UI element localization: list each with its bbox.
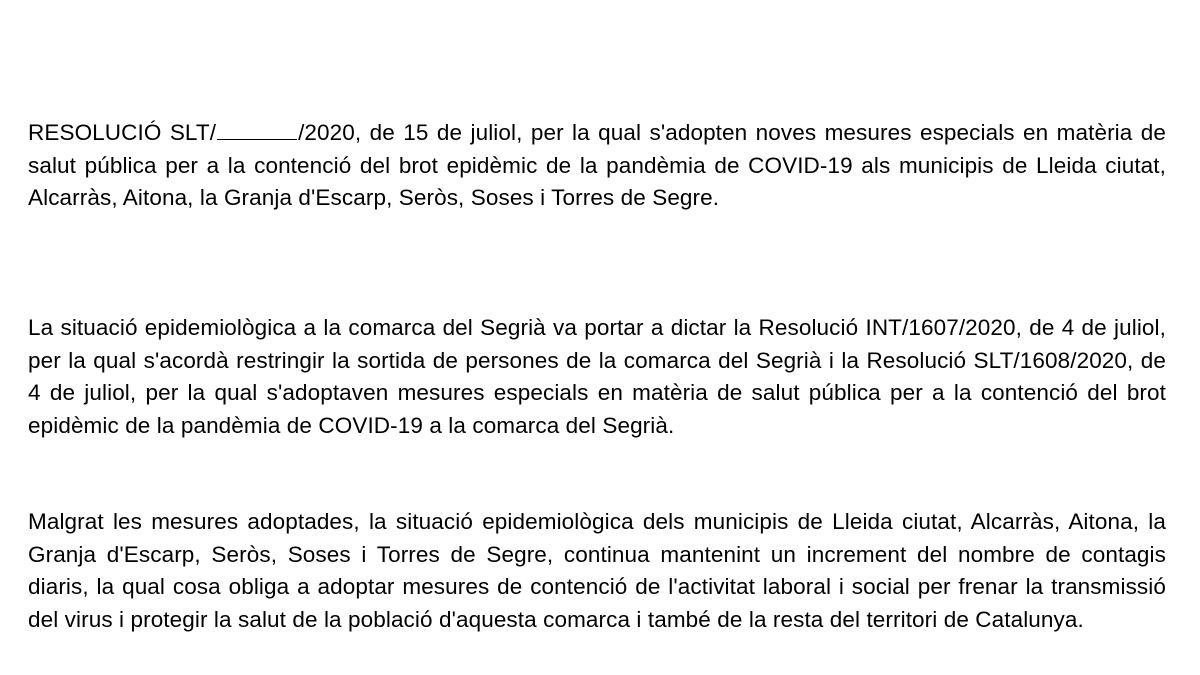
resolution-title-prefix: RESOLUCIÓ SLT/ [28,120,217,145]
resolution-title [28,117,1166,215]
resolution-title-suffix: /2020, de 15 de juliol, per la qual s'adopten noves mesures especials en matèria de salut pública per a la contenció del brot epidèmic de la pandèmia de COVID-19 als municipis de Lleida ciutat, Alcarràs, Aitona, la Granja d'Escarp, Seròs, Soses i Torres de Segre. [28,120,1167,210]
paragraph-epidemiological-situation: La situació epidemiològica a la comarca del Segrià va portar a dictar la Resolució INT/1607/2020, de 4 de juliol, per la qual s'acordà restringir la sortida de persones de la comarca del Segrià i la Resolució SLT/1608/2020, de 4 de juliol, per la qual s'adoptaven mesures especials en matèria de salut pública per a la contenció del brot epidèmic de la pandèmia de COVID-19 a la comarca del Segrià. [28,315,1166,438]
paragraph-measures-adopted: Malgrat les mesures adoptades, la situació epidemiològica dels municipis de Lleida ciutat, Alcarràs, Aitona, la Granja d'Escarp, Seròs, Soses i Torres de Segre, continua mantenint un increment del nombre de contagis diaris, la qual cosa obliga a adoptar mesures de contenció de l'activitat laboral i social per frenar la transmissió del virus i protegir la salut de la població d'aquesta comarca i també de la resta del territori de Catalunya. [28,509,1166,632]
resolution-number-blank [217,119,297,140]
